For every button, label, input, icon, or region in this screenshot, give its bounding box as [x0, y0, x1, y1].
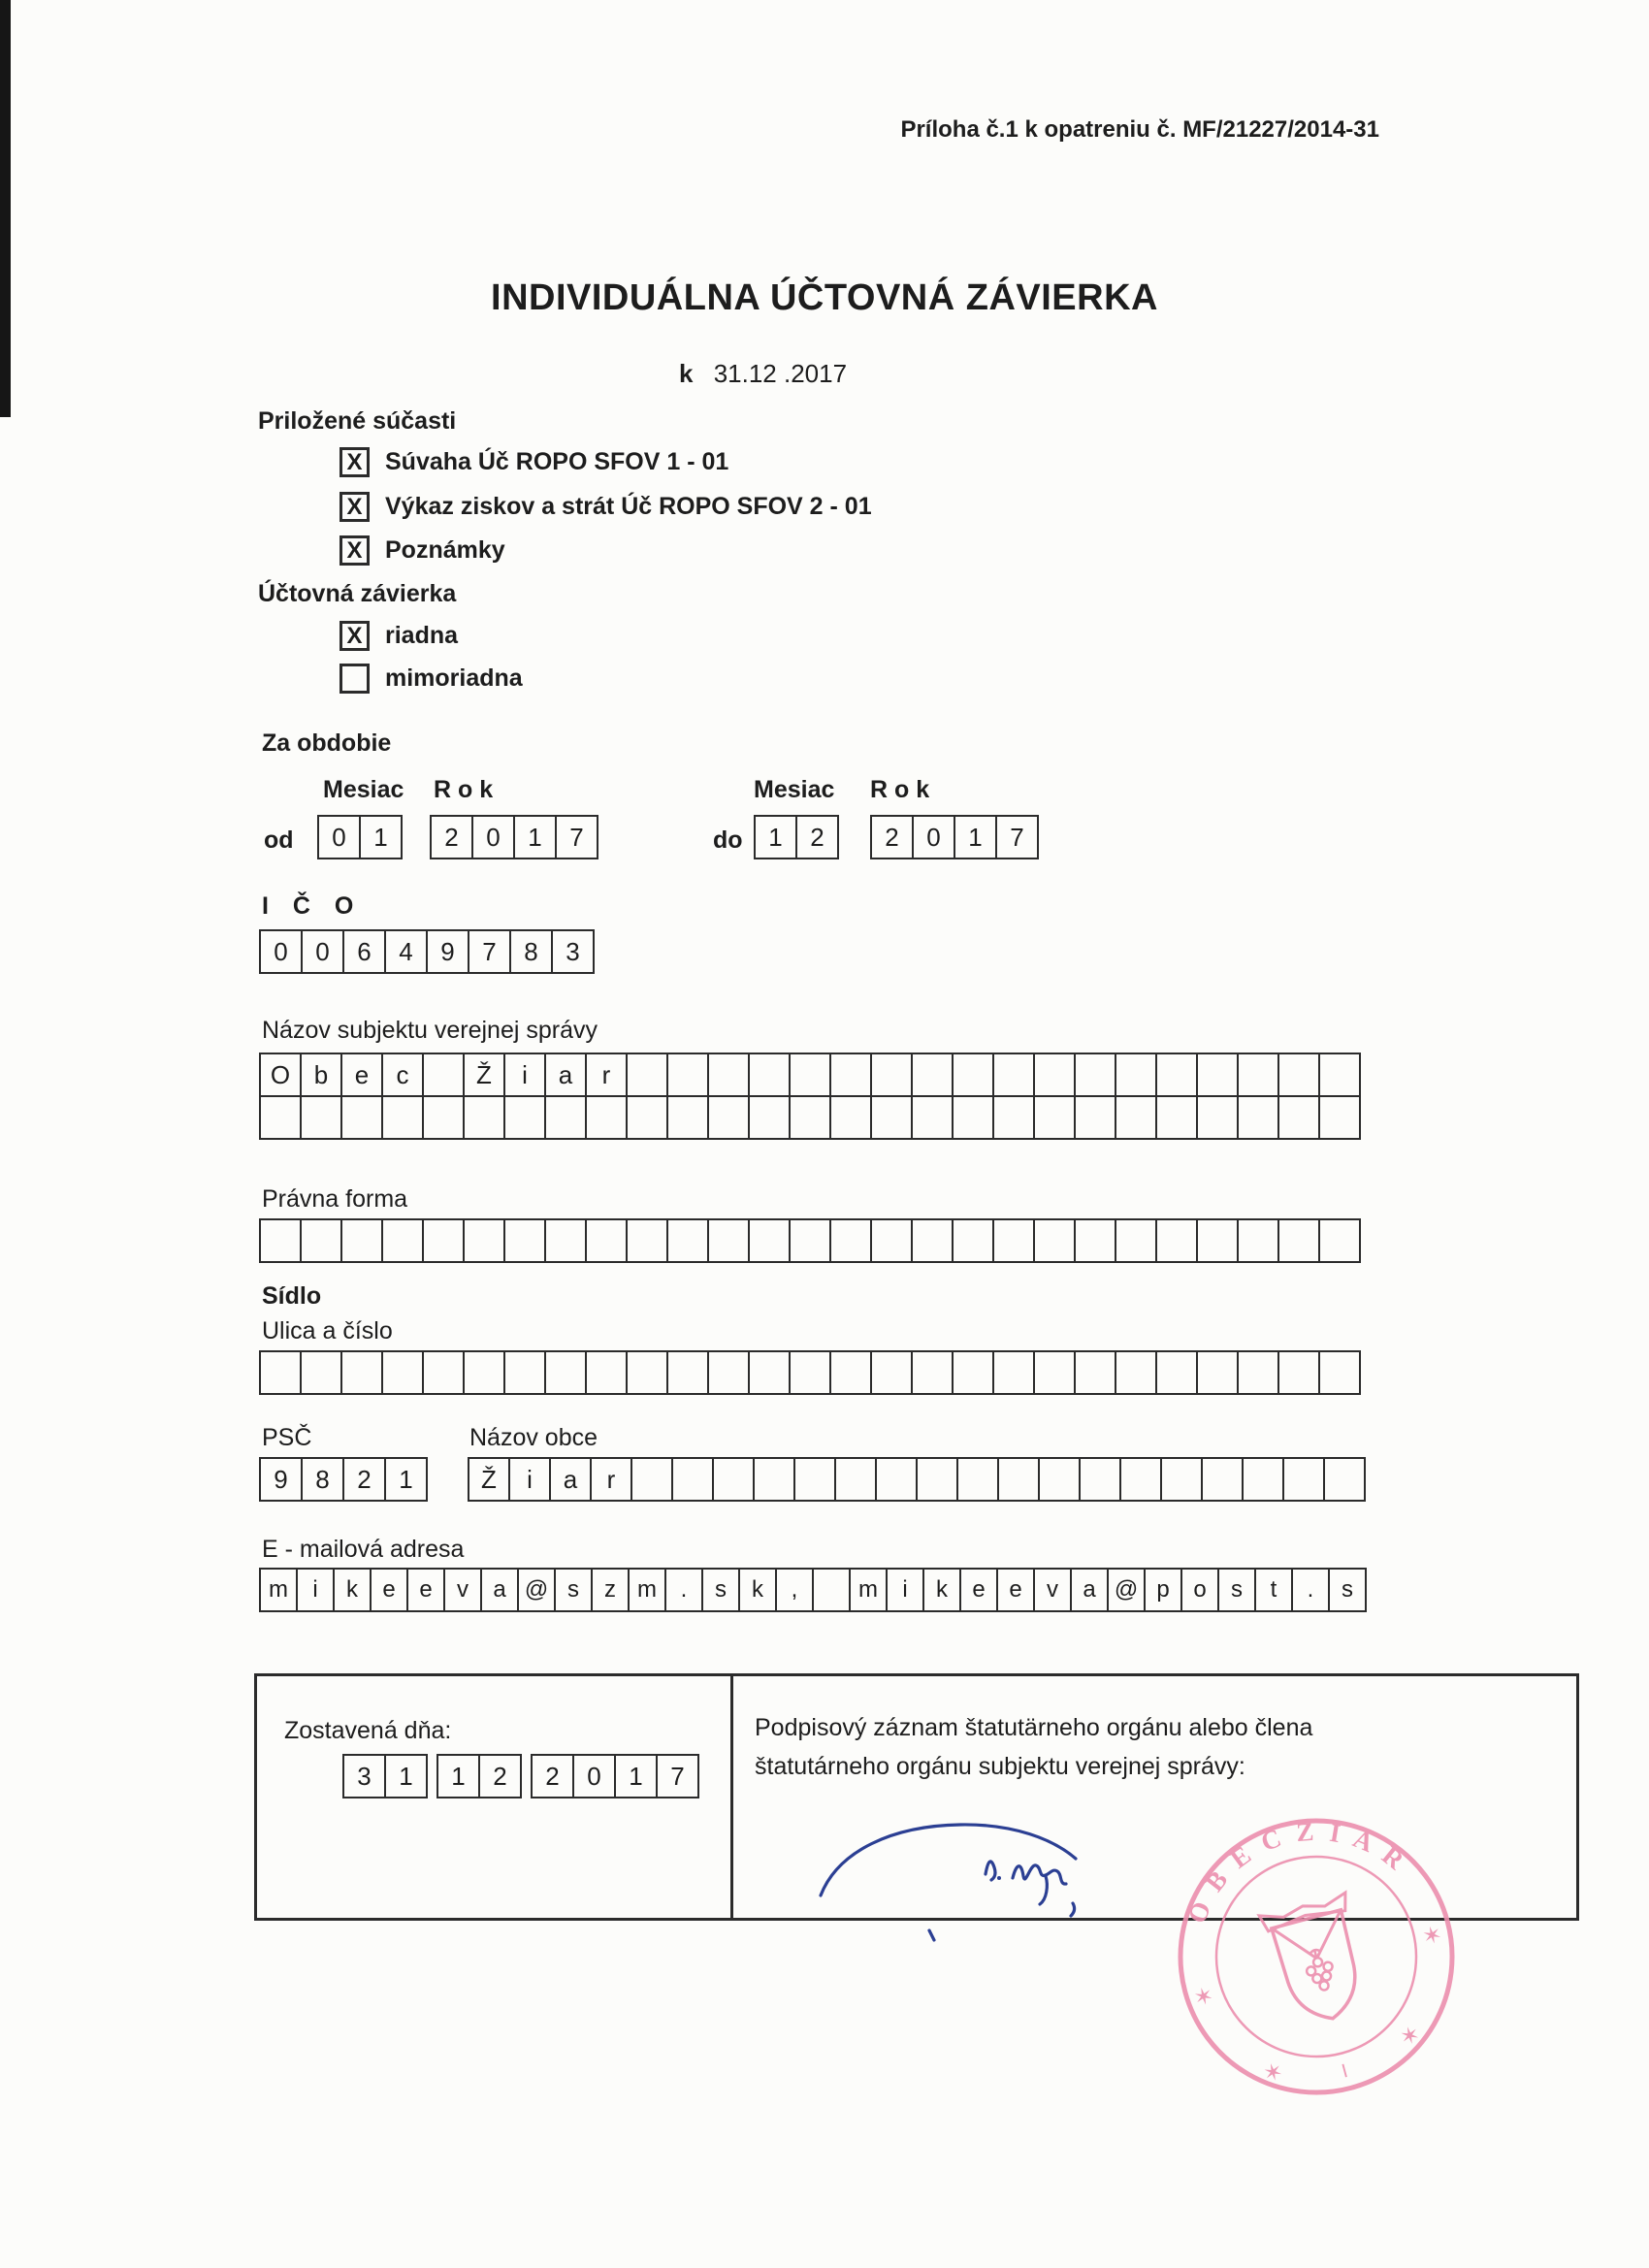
- char-cell: [992, 1095, 1035, 1140]
- char-cell: .: [1291, 1568, 1330, 1612]
- char-cell: [1115, 1053, 1157, 1097]
- checkbox-poznamky: X: [340, 535, 370, 566]
- closing-type-label-riadna: riadna: [385, 622, 459, 649]
- char-cell: k: [922, 1568, 961, 1612]
- char-cell: 6: [342, 929, 386, 974]
- char-cell: [911, 1053, 954, 1097]
- char-cell: [911, 1095, 954, 1140]
- char-cell: [829, 1218, 872, 1263]
- char-cell: 2: [430, 815, 473, 859]
- char-cell: 1: [359, 815, 403, 859]
- ico-label: I Č O: [262, 892, 363, 920]
- to-month-boxes: [754, 815, 839, 859]
- char-cell: 8: [301, 1457, 344, 1502]
- char-cell: 3: [551, 929, 595, 974]
- subject-name-grid: [259, 1053, 1361, 1140]
- compiled-date-label: Zostavená dňa:: [284, 1717, 452, 1744]
- from-year-boxes: [430, 815, 598, 859]
- char-cell: k: [333, 1568, 372, 1612]
- char-cell: [259, 1350, 302, 1395]
- char-cell: [1038, 1457, 1081, 1502]
- char-cell: [626, 1053, 668, 1097]
- char-cell: O: [259, 1053, 302, 1097]
- char-cell: [1196, 1095, 1239, 1140]
- closing-type-mimoriadna: [340, 664, 523, 694]
- char-cell: [666, 1218, 709, 1263]
- char-cell: [1074, 1218, 1116, 1263]
- char-cell: s: [1328, 1568, 1367, 1612]
- char-cell: [585, 1350, 628, 1395]
- signature-scribble: [1013, 1865, 1066, 1884]
- char-cell: [789, 1350, 831, 1395]
- char-cell: [1155, 1053, 1198, 1097]
- char-cell: o: [1180, 1568, 1219, 1612]
- signature-comma: [1071, 1903, 1075, 1916]
- char-cell: [1115, 1095, 1157, 1140]
- char-cell: [1160, 1457, 1203, 1502]
- email-grid: [259, 1568, 1367, 1612]
- checkbox-riadna: X: [340, 621, 370, 651]
- char-cell: [712, 1457, 755, 1502]
- char-cell: r: [585, 1053, 628, 1097]
- char-cell: [952, 1218, 994, 1263]
- char-cell: [1155, 1095, 1198, 1140]
- char-cell: [381, 1350, 424, 1395]
- char-cell: a: [544, 1053, 587, 1097]
- char-cell: k: [738, 1568, 777, 1612]
- signature-arc: [821, 1825, 1076, 1895]
- char-cell: [626, 1095, 668, 1140]
- char-cell: [422, 1053, 465, 1097]
- char-cell: [952, 1095, 994, 1140]
- char-cell: e: [370, 1568, 408, 1612]
- char-cell: i: [503, 1053, 546, 1097]
- compiled-date-boxes: [342, 1754, 699, 1798]
- stamp-obec-ziar: [1171, 1811, 1462, 2102]
- email-label: E - mailová adresa: [262, 1536, 465, 1563]
- stamp-bottom-mark: I: [1339, 2060, 1350, 2083]
- signature-dot: [997, 1876, 1001, 1880]
- signature-caption: [755, 1708, 1375, 1786]
- char-cell: 1: [384, 1754, 428, 1798]
- town-label: Názov obce: [469, 1424, 598, 1451]
- char-cell: v: [1033, 1568, 1072, 1612]
- char-cell: [463, 1095, 505, 1140]
- date-prefix-label: k: [679, 359, 694, 388]
- char-cell: [916, 1457, 958, 1502]
- char-cell: 8: [509, 929, 553, 974]
- char-cell: 1: [436, 1754, 480, 1798]
- char-cell: [911, 1350, 954, 1395]
- char-cell: [630, 1457, 673, 1502]
- char-cell: r: [590, 1457, 632, 1502]
- stamp-crest-diagonals: [1274, 1912, 1349, 1967]
- char-cell: [707, 1095, 750, 1140]
- footer-divider: [730, 1676, 733, 1918]
- period-to-label: do: [713, 826, 743, 854]
- stamp-star-bottom-right: ✶: [1397, 2021, 1423, 2052]
- char-cell: [992, 1218, 1035, 1263]
- char-cell: a: [480, 1568, 519, 1612]
- char-cell: [748, 1095, 791, 1140]
- char-cell: [1196, 1218, 1239, 1263]
- signature-descender: [1040, 1876, 1047, 1904]
- char-cell: a: [1070, 1568, 1109, 1612]
- stamp-star-bottom-left: ✶: [1260, 2057, 1286, 2089]
- char-cell: 7: [468, 929, 511, 974]
- char-cell: [829, 1095, 872, 1140]
- char-cell: [671, 1457, 714, 1502]
- street-grid: [259, 1350, 1361, 1395]
- to-year-boxes: [870, 815, 1039, 859]
- char-cell: 0: [471, 815, 515, 859]
- char-cell: [992, 1053, 1035, 1097]
- char-cell: [1033, 1095, 1076, 1140]
- compiled-day-boxes: [342, 1754, 428, 1798]
- handwritten-signature: [813, 1802, 1162, 1948]
- char-cell: 9: [426, 929, 469, 974]
- char-cell: [1033, 1350, 1076, 1395]
- date-value: 31.12 .2017: [713, 359, 848, 388]
- char-cell: [300, 1095, 342, 1140]
- char-cell: [707, 1350, 750, 1395]
- signature-stray-mark: [929, 1930, 934, 1940]
- char-cell: ,: [775, 1568, 814, 1612]
- char-cell: [1119, 1457, 1162, 1502]
- char-cell: 0: [301, 929, 344, 974]
- char-cell: [1277, 1350, 1320, 1395]
- char-cell: [1079, 1457, 1121, 1502]
- char-cell: 1: [954, 815, 997, 859]
- char-cell: [626, 1350, 668, 1395]
- char-cell: [666, 1350, 709, 1395]
- char-cell: [1196, 1350, 1239, 1395]
- char-cell: Ž: [463, 1053, 505, 1097]
- address-heading: Sídlo: [262, 1282, 322, 1310]
- char-cell: m: [628, 1568, 666, 1612]
- subject-name-row2: [259, 1095, 1361, 1140]
- char-cell: e: [996, 1568, 1035, 1612]
- legal-form-label: Právna forma: [262, 1185, 408, 1213]
- stamp-star-left: ✶: [1190, 1982, 1217, 2013]
- char-cell: [1074, 1095, 1116, 1140]
- char-cell: [1318, 1350, 1361, 1395]
- char-cell: [422, 1218, 465, 1263]
- signature-caption-line1: Podpisový záznam štatutärneho orgánu alebo člena: [755, 1714, 1313, 1741]
- char-cell: [1277, 1053, 1320, 1097]
- char-cell: [753, 1457, 795, 1502]
- form-title: INDIVIDUÁLNA ÚČTOVNÁ ZÁVIERKA: [491, 277, 1158, 318]
- char-cell: s: [701, 1568, 740, 1612]
- subject-name-row1: [259, 1053, 1361, 1097]
- char-cell: s: [554, 1568, 593, 1612]
- char-cell: [463, 1350, 505, 1395]
- char-cell: e: [959, 1568, 998, 1612]
- char-cell: [1282, 1457, 1325, 1502]
- char-cell: 0: [912, 815, 955, 859]
- char-cell: [829, 1350, 872, 1395]
- char-cell: [956, 1457, 999, 1502]
- compiled-month-boxes: [436, 1754, 522, 1798]
- signature-caption-line2: štatutárneho orgánu subjektu verejnej správy:: [755, 1753, 1245, 1780]
- char-cell: 0: [317, 815, 361, 859]
- checkbox-mimoriadna: [340, 664, 370, 694]
- char-cell: [834, 1457, 877, 1502]
- char-cell: [870, 1350, 913, 1395]
- char-cell: [1115, 1350, 1157, 1395]
- char-cell: [748, 1350, 791, 1395]
- char-cell: [422, 1095, 465, 1140]
- char-cell: 7: [555, 815, 598, 859]
- psc-label: PSČ: [262, 1424, 312, 1451]
- closing-type-heading: Účtovná závierka: [258, 580, 457, 607]
- char-cell: [1277, 1095, 1320, 1140]
- period-heading: Za obdobie: [262, 729, 392, 757]
- psc-boxes: [259, 1457, 428, 1502]
- char-cell: @: [1107, 1568, 1146, 1612]
- char-cell: [707, 1053, 750, 1097]
- attachment-label-poznamky: Poznámky: [385, 536, 505, 564]
- stamp-curved-text: O B E C Z I A R: [1181, 1816, 1413, 1928]
- char-cell: 4: [384, 929, 428, 974]
- char-cell: [1155, 1350, 1198, 1395]
- char-cell: 0: [572, 1754, 616, 1798]
- char-cell: 2: [531, 1754, 574, 1798]
- char-cell: [1242, 1457, 1284, 1502]
- char-cell: [259, 1218, 302, 1263]
- char-cell: 2: [870, 815, 914, 859]
- char-cell: [997, 1457, 1040, 1502]
- char-cell: [340, 1218, 383, 1263]
- char-cell: 1: [754, 815, 797, 859]
- char-cell: [259, 1095, 302, 1140]
- town-grid: [468, 1457, 1366, 1502]
- compiled-year-boxes: [531, 1754, 699, 1798]
- char-cell: [829, 1053, 872, 1097]
- ico-boxes: [259, 929, 595, 974]
- char-cell: c: [381, 1053, 424, 1097]
- char-cell: [340, 1350, 383, 1395]
- char-cell: 2: [478, 1754, 522, 1798]
- char-cell: [503, 1095, 546, 1140]
- char-cell: [381, 1218, 424, 1263]
- closing-type-label-mimoriadna: mimoriadna: [385, 664, 523, 692]
- char-cell: [1237, 1095, 1279, 1140]
- char-cell: [1033, 1053, 1076, 1097]
- char-cell: i: [296, 1568, 335, 1612]
- char-cell: v: [443, 1568, 482, 1612]
- char-cell: [1237, 1218, 1279, 1263]
- char-cell: [875, 1457, 918, 1502]
- char-cell: a: [549, 1457, 592, 1502]
- stamp-crest-grapes: [1304, 1955, 1338, 1993]
- char-cell: 7: [995, 815, 1039, 859]
- char-cell: [748, 1053, 791, 1097]
- char-cell: [748, 1218, 791, 1263]
- street-label: Ulica a číslo: [262, 1317, 393, 1345]
- attachment-item-vykaz: [340, 492, 872, 522]
- char-cell: [544, 1350, 587, 1395]
- subject-name-label: Názov subjektu verejnej správy: [262, 1017, 598, 1044]
- char-cell: s: [1217, 1568, 1256, 1612]
- as-of-date: [679, 359, 847, 389]
- char-cell: 9: [259, 1457, 303, 1502]
- char-cell: [503, 1350, 546, 1395]
- attachment-note: Príloha č.1 k opatreniu č. MF/21227/2014-31: [900, 116, 1379, 143]
- char-cell: 1: [614, 1754, 658, 1798]
- char-cell: b: [300, 1053, 342, 1097]
- char-cell: [1074, 1053, 1116, 1097]
- char-cell: [381, 1095, 424, 1140]
- char-cell: [793, 1457, 836, 1502]
- char-cell: [789, 1095, 831, 1140]
- char-cell: [300, 1350, 342, 1395]
- checkbox-suvaha: X: [340, 447, 370, 477]
- char-cell: .: [664, 1568, 703, 1612]
- char-cell: [707, 1218, 750, 1263]
- char-cell: [952, 1053, 994, 1097]
- char-cell: 0: [259, 929, 303, 974]
- char-cell: e: [406, 1568, 445, 1612]
- char-cell: [666, 1053, 709, 1097]
- char-cell: t: [1254, 1568, 1293, 1612]
- char-cell: [544, 1218, 587, 1263]
- char-cell: 1: [513, 815, 557, 859]
- char-cell: Ž: [468, 1457, 510, 1502]
- char-cell: [300, 1218, 342, 1263]
- char-cell: [870, 1218, 913, 1263]
- char-cell: [1277, 1218, 1320, 1263]
- attachment-label-vykaz: Výkaz ziskov a strát Úč ROPO SFOV 2 - 01: [385, 493, 872, 520]
- char-cell: [952, 1350, 994, 1395]
- legal-form-grid: [259, 1218, 1361, 1263]
- attachment-item-suvaha: [340, 447, 728, 477]
- char-cell: [789, 1053, 831, 1097]
- char-cell: 1: [384, 1457, 428, 1502]
- char-cell: 2: [342, 1457, 386, 1502]
- char-cell: m: [259, 1568, 298, 1612]
- char-cell: [1201, 1457, 1244, 1502]
- char-cell: [1237, 1053, 1279, 1097]
- char-cell: [585, 1095, 628, 1140]
- attachment-label-suvaha: Súvaha Úč ROPO SFOV 1 - 01: [385, 448, 729, 475]
- attachments-heading: Priložené súčasti: [258, 407, 457, 435]
- char-cell: 7: [656, 1754, 699, 1798]
- checkbox-vykaz: X: [340, 492, 370, 522]
- char-cell: [1074, 1350, 1116, 1395]
- from-month-boxes: [317, 815, 403, 859]
- char-cell: 2: [795, 815, 839, 859]
- from-year-label: R o k: [434, 776, 494, 803]
- char-cell: i: [886, 1568, 924, 1612]
- char-cell: [992, 1350, 1035, 1395]
- char-cell: [812, 1568, 851, 1612]
- period-from-label: od: [264, 826, 294, 854]
- stamp-crest-shield: [1272, 1910, 1368, 2028]
- attachment-item-poznamky: [340, 535, 505, 566]
- from-month-label: Mesiac: [323, 776, 404, 803]
- char-cell: [789, 1218, 831, 1263]
- char-cell: [1318, 1218, 1361, 1263]
- char-cell: 3: [342, 1754, 386, 1798]
- char-cell: [870, 1053, 913, 1097]
- char-cell: [1196, 1053, 1239, 1097]
- char-cell: [503, 1218, 546, 1263]
- char-cell: [1155, 1218, 1198, 1263]
- char-cell: [1323, 1457, 1366, 1502]
- char-cell: i: [508, 1457, 551, 1502]
- char-cell: [1033, 1218, 1076, 1263]
- char-cell: z: [591, 1568, 630, 1612]
- char-cell: [626, 1218, 668, 1263]
- char-cell: [666, 1095, 709, 1140]
- char-cell: e: [340, 1053, 383, 1097]
- to-year-label: R o k: [870, 776, 930, 803]
- to-month-label: Mesiac: [754, 776, 835, 803]
- char-cell: [870, 1095, 913, 1140]
- char-cell: p: [1144, 1568, 1182, 1612]
- char-cell: [340, 1095, 383, 1140]
- char-cell: m: [849, 1568, 888, 1612]
- char-cell: [1318, 1095, 1361, 1140]
- char-cell: [544, 1095, 587, 1140]
- char-cell: @: [517, 1568, 556, 1612]
- signature-letter-l: [986, 1862, 995, 1880]
- char-cell: [1318, 1053, 1361, 1097]
- char-cell: [911, 1218, 954, 1263]
- closing-type-riadna: [340, 621, 458, 651]
- char-cell: [463, 1218, 505, 1263]
- stamp-star-right: ✶: [1419, 1921, 1445, 1952]
- char-cell: [1237, 1350, 1279, 1395]
- char-cell: [1115, 1218, 1157, 1263]
- char-cell: [422, 1350, 465, 1395]
- char-cell: [585, 1218, 628, 1263]
- scan-edge-artifact: [0, 0, 11, 417]
